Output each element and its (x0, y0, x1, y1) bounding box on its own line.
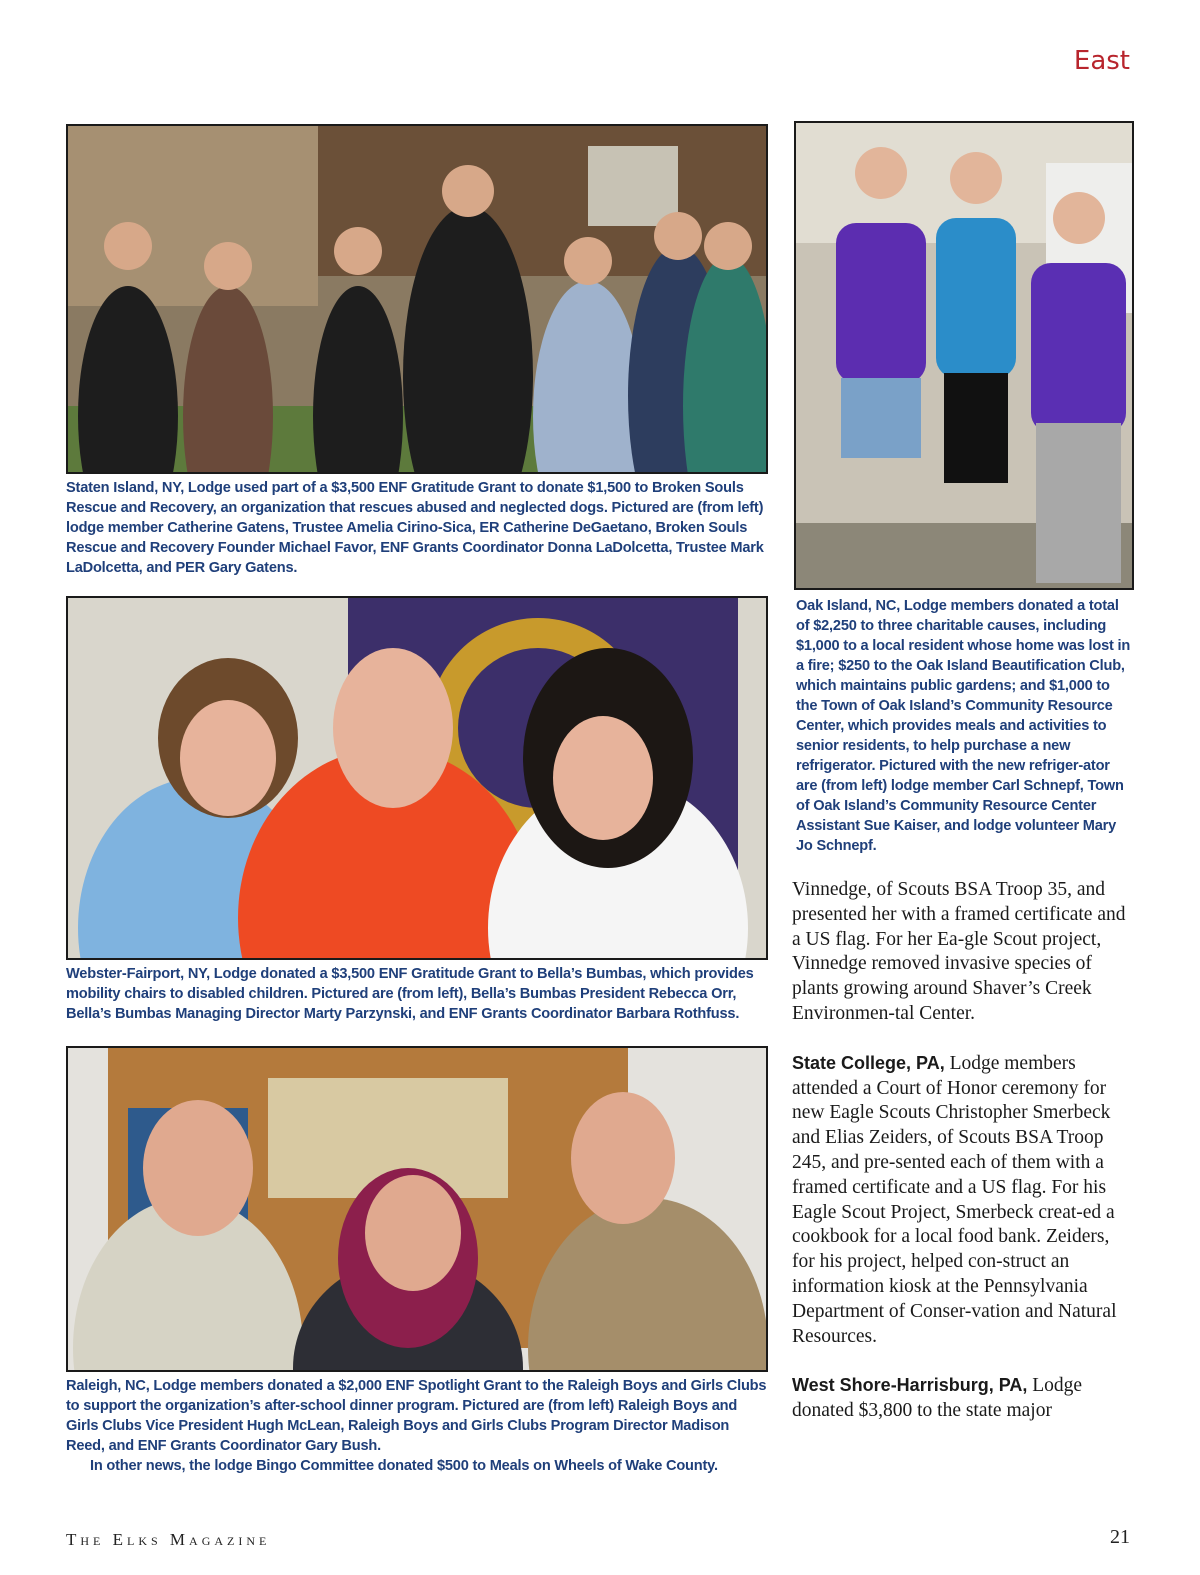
article-body (792, 878, 1132, 1448)
article-text: Lodge members attended a Court of Honor ceremony for new Eagle Scouts Christopher Smerbeck and Elias Zeiders, of Scouts BSA Troop 245, and pre-sented each of them with a framed certificate and a US flag. For his Eagle Scout Project, Smerbeck creat-ed a cookbook for a local food bank. Zeiders, for his project, helped con-struct an information kiosk at the Pennsylvania Department of Conser-vation and Natural Resources. (792, 1052, 1117, 1347)
webster-fairport-caption (66, 964, 768, 1024)
caption-text: Lodge used part of a $3,500 ENF Gratitude Grant to donate $1,500 to Broken Souls Rescue and Recovery, an organization that rescues abused and neglected dogs. Pictured are (from left) lodge member Catherine Gatens, Trustee Amelia Cirino-Sica, ER Catherine DeGaetano, Broken Souls Rescue and Recovery Founder Michael Favor, ENF Grants Coordinator Donna LaDolcetta, Trustee Mark LaDolcetta, and PER Gary Gatens. (66, 480, 764, 576)
webster-fairport-photo (66, 596, 768, 960)
caption-location: Raleigh, NC, (66, 1378, 150, 1394)
article-paragraph (792, 1373, 1132, 1424)
caption-text: Lodge members donated a total of $2,250 to three charitable causes, including $1,000 to a local resident whose home was lost in a fire; $250 to the Oak Island Beautification Club, which maintains public gardens; and $1,000 to the Town of Oak Island’s Community Resource Center, which provides meals and activities to senior residents, to help purchase a new refrigerator. Pictured with the new refriger-ator are (from left) lodge member Carl Schnepf, Town of Oak Island’s Community Resource Center Assistant Sue Kaiser, and lodge volunteer Mary Jo Schnepf. (796, 598, 1131, 854)
article-lead: State College, PA, (792, 1052, 945, 1073)
section-label: East (1073, 46, 1130, 76)
caption-text: Lodge members donated a $2,000 ENF Spotlight Grant to the Raleigh Boys and Girls Clubs to support the organization’s after-school dinner program. Pictured are (from left) Raleigh Boys and Girls Clubs Vice President Hugh McLean, Raleigh Boys and Girls Clubs Program Director Madison Reed, and ENF Grants Coordinator Gary Bush. (66, 1378, 767, 1454)
article-text: Lodge donated $3,800 to the state major (792, 1375, 1083, 1422)
article-paragraph: Vinnedge, of Scouts BSA Troop 35, and presented her with a framed certificate and a US flag. For her Ea-gle Scout project, Vinnedge removed invasive species of plants growing around Shaver’s Creek Environmen-tal Center. (792, 879, 1126, 1024)
raleigh-photo (66, 1046, 768, 1372)
oak-island-caption (796, 596, 1134, 856)
caption-location: Staten Island, NY, (66, 480, 185, 496)
page-number: 21 (1110, 1526, 1130, 1548)
caption-extra: In other news, the lodge Bingo Committee donated $500 to Meals on Wheels of Wake County. (90, 1458, 718, 1474)
raleigh-caption (66, 1376, 768, 1476)
caption-location: Webster-Fairport, NY, (66, 966, 210, 982)
caption-text: Lodge donated a $3,500 ENF Gratitude Grant to Bella’s Bumbas, which provides mobility chairs to disabled children. Pictured are (from left), Bella’s Bumbas President Rebecca Orr, Bella’s Bumbas Managing Director Marty Parzynski, and ENF Grants Coordinator Barbara Rothfuss. (66, 966, 754, 1022)
caption-location: Oak Island, NC, (796, 598, 901, 614)
article-lead: West Shore-Harrisburg, PA, (792, 1375, 1028, 1396)
staten-island-caption (66, 478, 768, 578)
oak-island-photo (794, 121, 1134, 590)
article-paragraph (792, 1051, 1132, 1350)
staten-island-photo (66, 124, 768, 474)
magazine-title: The Elks Magazine (66, 1530, 271, 1549)
